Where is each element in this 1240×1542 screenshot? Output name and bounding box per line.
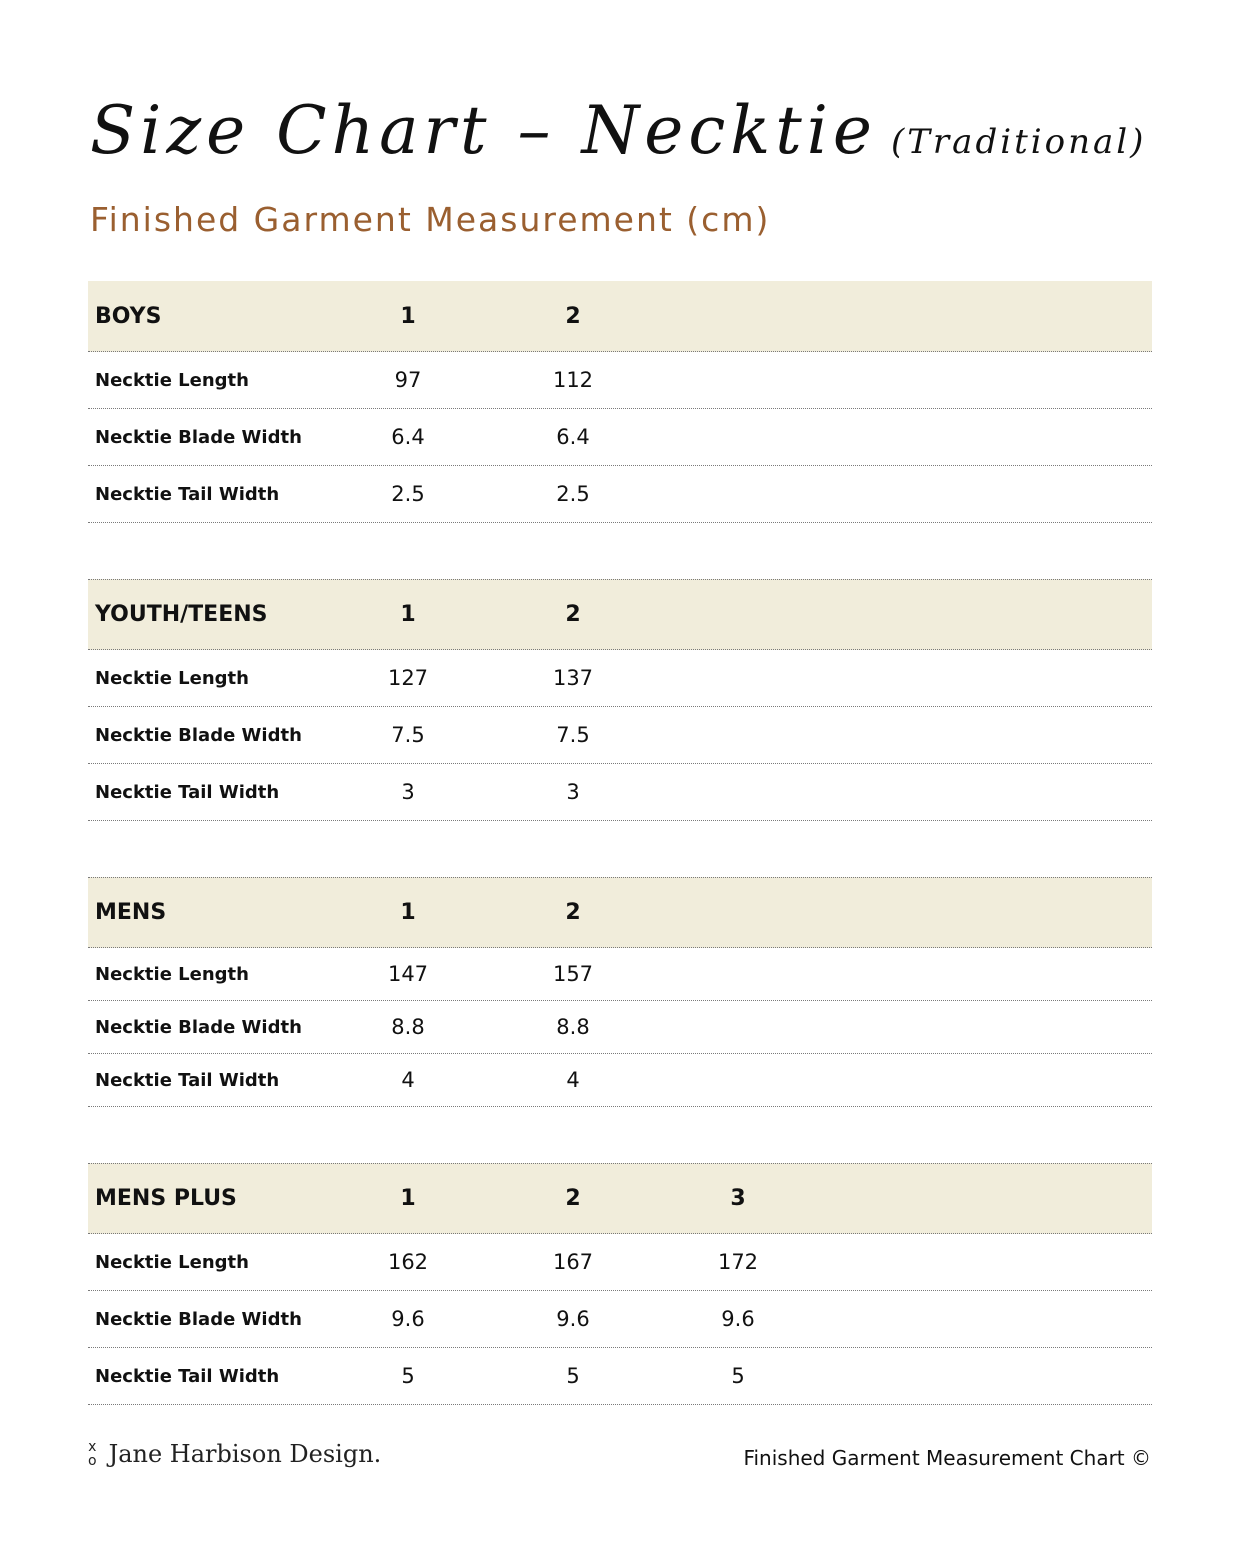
- table-cell: 9.6: [721, 1307, 755, 1331]
- size-header: 2: [565, 1186, 581, 1211]
- table-cell: 167: [552, 1250, 594, 1274]
- xo-top: x: [88, 1439, 97, 1455]
- row-label: Necktie Blade Width: [95, 1308, 302, 1330]
- row-label: Necktie Tail Width: [95, 483, 280, 505]
- group-label: BOYS: [95, 303, 162, 329]
- row-label: Necktie Tail Width: [95, 781, 280, 803]
- table-cell: 2.5: [391, 482, 425, 506]
- table-cell: 9.6: [391, 1307, 425, 1331]
- size-header: 1: [400, 602, 416, 627]
- size-header: 1: [400, 303, 416, 329]
- table-cell: 162: [387, 1250, 429, 1274]
- size-header: 2: [565, 900, 581, 925]
- row-label: Necktie Length: [95, 667, 249, 689]
- table-cell: 6.4: [391, 425, 425, 449]
- size-header: 3: [730, 1186, 746, 1211]
- table-row: [88, 650, 1152, 707]
- row-label: Necktie Blade Width: [95, 426, 302, 448]
- row-label: Necktie Length: [95, 369, 249, 391]
- table-cell: 5: [731, 1364, 745, 1388]
- table-row: [88, 1348, 1152, 1405]
- size-table-mens: [88, 877, 1152, 1107]
- xo-mark: [88, 1440, 97, 1468]
- table-cell: 137: [552, 666, 594, 690]
- row-label: Necktie Length: [95, 963, 249, 985]
- table-row: [88, 466, 1152, 523]
- size-header: 2: [565, 303, 581, 329]
- table-row: [88, 1001, 1152, 1054]
- table-row: [88, 409, 1152, 466]
- table-header-row: [88, 1163, 1152, 1234]
- table-cell: 127: [387, 666, 429, 690]
- table-cell: 4: [566, 1068, 580, 1092]
- brand-logo: [88, 1440, 381, 1468]
- table-cell: 2.5: [556, 482, 590, 506]
- table-row: [88, 352, 1152, 409]
- table-row: [88, 1234, 1152, 1291]
- page-title: [90, 86, 1146, 187]
- table-cell: 172: [717, 1250, 759, 1274]
- table-cell: 7.5: [391, 723, 425, 747]
- size-header: 1: [400, 900, 416, 925]
- table-cell: 112: [552, 368, 594, 392]
- size-table-boys: [88, 281, 1152, 523]
- table-cell: 8.8: [391, 1015, 425, 1039]
- size-header: 1: [400, 1186, 416, 1211]
- brand-name: Jane Harbison Design.: [108, 1440, 382, 1468]
- xo-bottom: o: [88, 1453, 97, 1469]
- page-subtitle: Finished Garment Measurement (cm): [90, 200, 771, 239]
- table-header-row: [88, 579, 1152, 650]
- group-label: MENS: [95, 900, 167, 925]
- table-cell: 8.8: [556, 1015, 590, 1039]
- table-cell: 4: [401, 1068, 415, 1092]
- table-header-row: [88, 877, 1152, 948]
- table-row: [88, 1291, 1152, 1348]
- row-label: Necktie Tail Width: [95, 1365, 280, 1387]
- table-cell: 147: [387, 962, 429, 986]
- group-label: MENS PLUS: [95, 1186, 237, 1211]
- group-label: YOUTH/TEENS: [95, 602, 268, 627]
- table-row: [88, 1054, 1152, 1107]
- table-row: [88, 948, 1152, 1001]
- title-main: Size Chart – Necktie: [90, 92, 877, 169]
- table-cell: 3: [401, 780, 415, 804]
- table-cell: 3: [566, 780, 580, 804]
- title-sub: (Traditional): [890, 122, 1147, 162]
- table-cell: 157: [552, 962, 594, 986]
- size-table-youth-teens: [88, 579, 1152, 821]
- table-cell: 97: [394, 368, 422, 392]
- size-header: 2: [565, 602, 581, 627]
- table-cell: 5: [566, 1364, 580, 1388]
- table-cell: 9.6: [556, 1307, 590, 1331]
- table-row: [88, 764, 1152, 821]
- table-row: [88, 707, 1152, 764]
- table-cell: 7.5: [556, 723, 590, 747]
- row-label: Necktie Length: [95, 1251, 249, 1273]
- size-table-mens-plus: [88, 1163, 1152, 1405]
- row-label: Necktie Blade Width: [95, 724, 302, 746]
- table-cell: 6.4: [556, 425, 590, 449]
- footer-caption: Finished Garment Measurement Chart ©: [743, 1446, 1151, 1470]
- table-cell: 5: [401, 1364, 415, 1388]
- size-tables: [88, 281, 1152, 1405]
- table-header-row: [88, 281, 1152, 352]
- row-label: Necktie Blade Width: [95, 1016, 302, 1038]
- row-label: Necktie Tail Width: [95, 1069, 280, 1091]
